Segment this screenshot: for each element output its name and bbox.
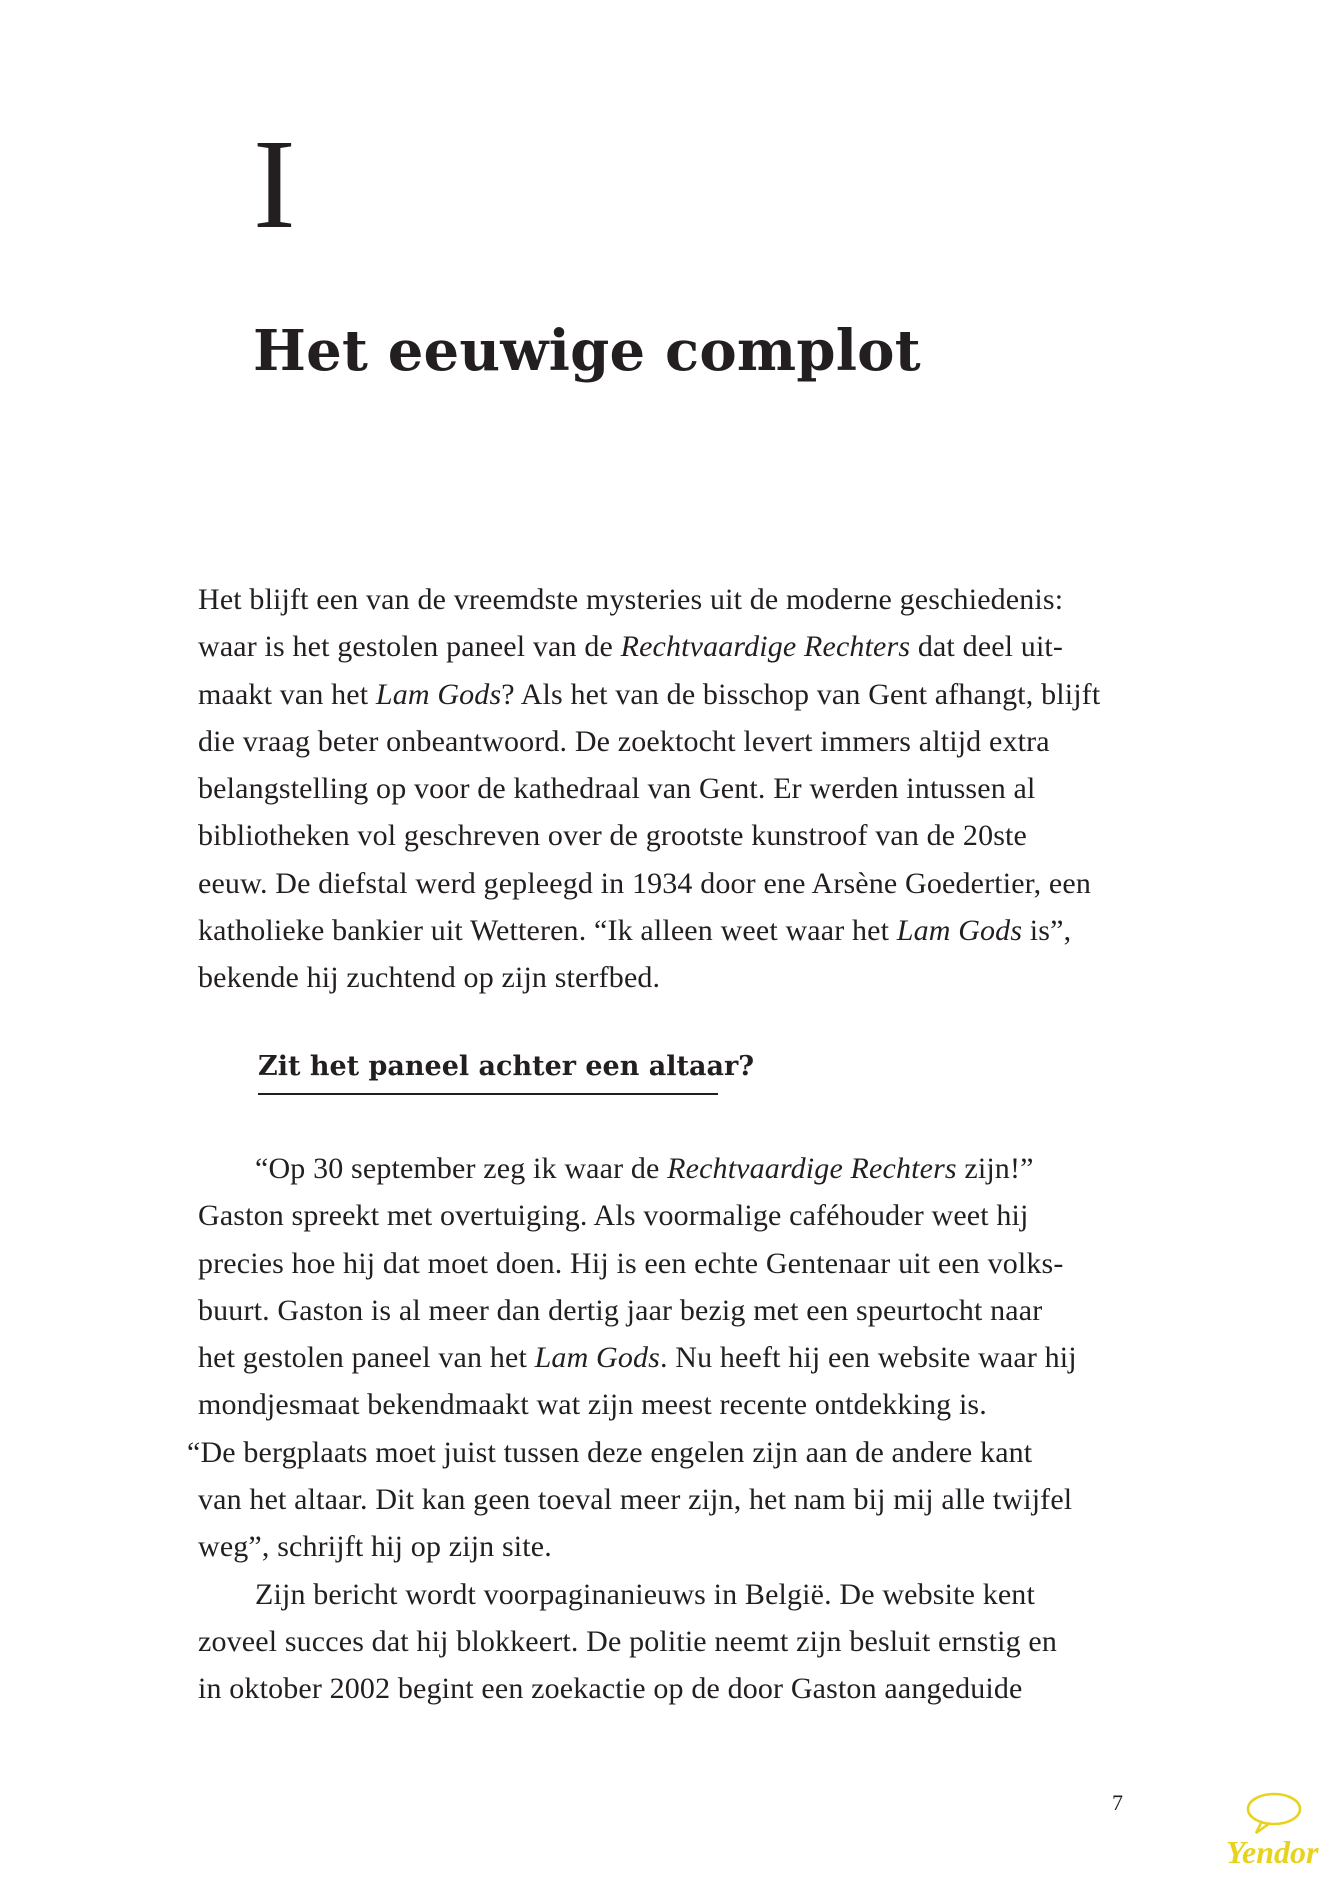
text-line: “De bergplaats moet juist tussen deze engelen zijn aan de andere kant	[187, 1435, 1033, 1469]
text-line: katholieke bankier uit Wetteren. “Ik alleen weet waar het Lam Gods is”,	[198, 914, 1072, 948]
italic-title: Lam Gods	[375, 677, 502, 711]
text-line: bibliotheken vol geschreven over de grootste kunstroof van de 20ste	[198, 819, 1027, 853]
italic-title: Lam Gods	[534, 1341, 660, 1375]
section-heading: Zit het paneel achter een altaar?	[258, 1047, 718, 1095]
italic-title: Lam Gods	[896, 914, 1023, 948]
yendor-logo-mark	[1222, 1775, 1332, 1875]
intro-paragraph	[198, 576, 1198, 1002]
text-line: Gaston spreekt met overtuiging. Als voormalige caféhouder weet hij	[198, 1199, 1029, 1233]
yendor-logo	[1222, 1775, 1332, 1875]
text-line: maakt van het Lam Gods? Als het van de bisschop van Gent afhangt, blijft	[198, 677, 1101, 711]
text-line: weg”, schrijft hij op zijn site.	[198, 1530, 552, 1564]
text-line: Het blijft een van de vreemdste mysteries uit de moderne geschiedenis:	[198, 583, 1064, 616]
page-number: 7	[1112, 1790, 1123, 1815]
italic-title: Rechtvaardige Rechters	[620, 630, 911, 664]
text-line: belangstelling op voor de kathedraal van Gent. Er werden intussen al	[198, 772, 1036, 806]
chapter-numeral: I	[253, 113, 296, 255]
text-line: buurt. Gaston is al meer dan dertig jaar bezig met een speurtocht naar	[198, 1293, 1043, 1327]
text-line: Zijn bericht wordt voorpaginanieuws in België. De website kent	[255, 1577, 1035, 1611]
text-line: van het altaar. Dit kan geen toeval meer zijn, het nam bij mij alle twijfel	[198, 1483, 1073, 1517]
text-line: eeuw. De diefstal werd gepleegd in 1934 door ene Arsène Goedertier, een	[198, 866, 1091, 900]
text-line: in oktober 2002 begint een zoekactie op de door Gaston aangeduide	[198, 1672, 1023, 1706]
text-line: zoveel succes dat hij blokkeert. De politie neemt zijn besluit ernstig en	[198, 1624, 1058, 1658]
svg-text:Yendor: Yendor	[1226, 1834, 1319, 1870]
text-line: mondjesmaat bekendmaakt wat zijn meest recente ontdekking is.	[198, 1388, 987, 1422]
chapter-title: Het eeuwige complot	[253, 318, 921, 384]
text-line: die vraag beter onbeantwoord. De zoektocht levert immers altijd extra	[198, 724, 1050, 758]
text-line: bekende hij zuchtend op zijn sterfbed.	[198, 961, 661, 995]
text-line: “Op 30 september zeg ik waar de Rechtvaardige Rechters zijn!”	[255, 1152, 1034, 1185]
text-line: waar is het gestolen paneel van de Rechtvaardige Rechters dat deel uit-	[198, 630, 1064, 664]
text-line: precies hoe hij dat moet doen. Hij is een echte Gentenaar uit een volks-	[198, 1246, 1064, 1280]
italic-title: Rechtvaardige Rechters	[667, 1152, 957, 1185]
text-line: het gestolen paneel van het Lam Gods. Nu heeft hij een website waar hij	[198, 1341, 1077, 1375]
body-text	[187, 1145, 1198, 1713]
